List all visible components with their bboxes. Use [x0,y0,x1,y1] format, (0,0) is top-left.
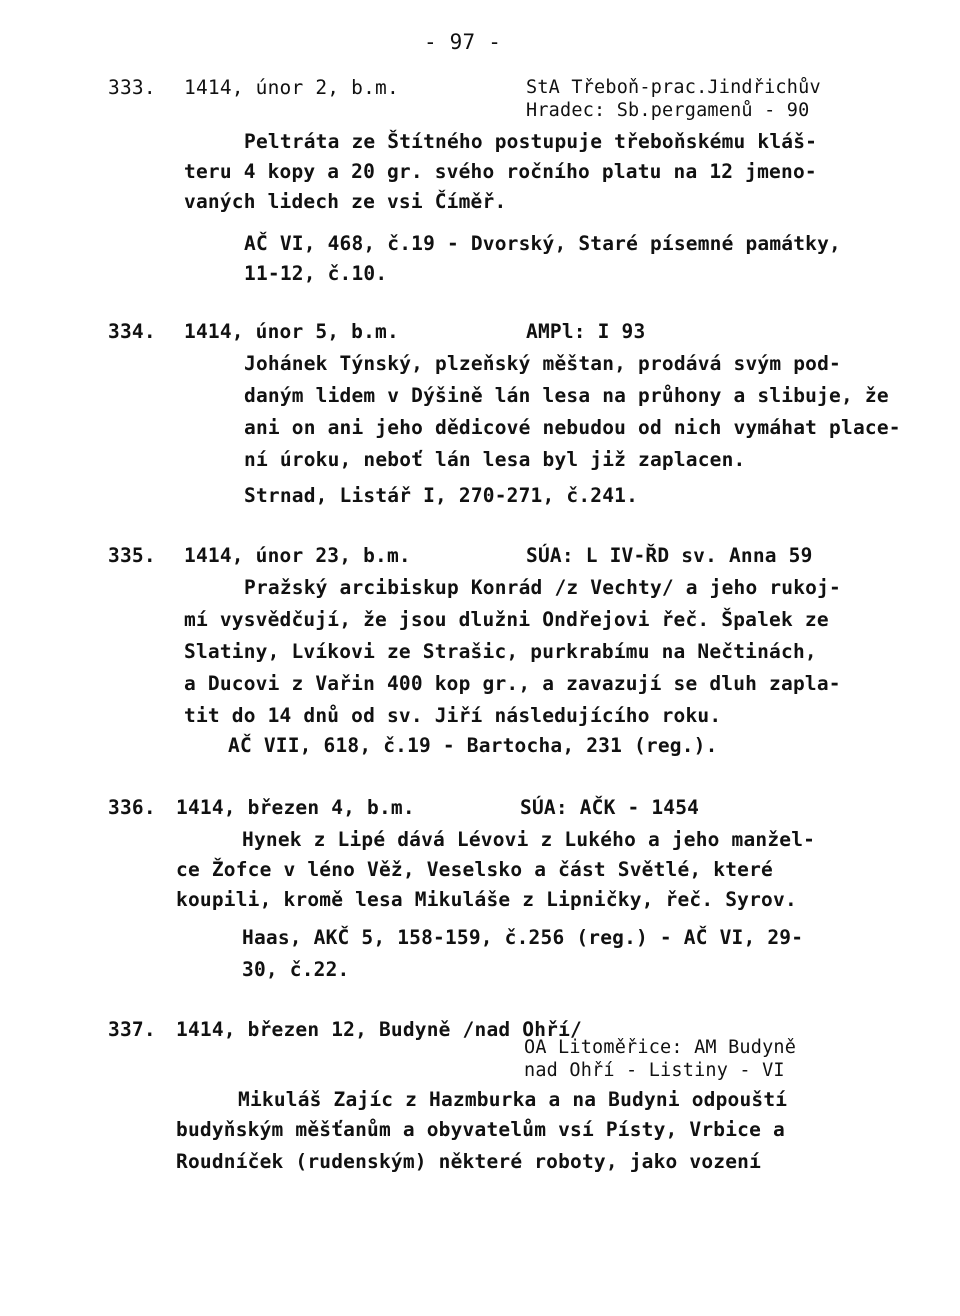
archive-reference: Hradec: Sb.pergamenů - 90 [526,100,810,121]
entry-date: 1414, únor 23, b.m. [184,544,411,567]
archive-reference: SÚA: AČK - 1454 [520,796,700,819]
entry-text-line: Mikuláš Zajíc z Hazmburka a na Budyni odpouští [238,1088,788,1111]
entry-number: 333. [108,76,156,99]
literature-reference: 30, č.22. [242,958,350,981]
entry-text-line: budyňským měšťanům a obyvatelům vsí Písty, Vrbice a [176,1118,785,1141]
entry-text-line: ce Žofce v léno Věž, Veselsko a část Světlé, které [176,858,773,881]
archive-reference: StA Třeboň-prac.Jindřichův [526,77,821,98]
entry-text-line: ní úroku, neboť lán lesa byl již zaplacen. [244,448,746,471]
entry-number: 334. [108,320,156,343]
entry-text-line: vaných lidech ze vsi Číměř. [184,190,507,213]
entry-text-line: tit do 14 dnů od sv. Jiří následujícího roku. [184,704,722,727]
entry-date: 1414, únor 5, b.m. [184,320,399,343]
entry-text-line: mí vysvědčují, že jsou dlužni Ondřejovi řeč. Špalek ze [184,608,829,631]
entry-number: 337. [108,1018,156,1041]
entry-text-line: Roudníček (rudenským) některé roboty, jako vození [176,1150,762,1173]
entry-text-line: teru 4 kopy a 20 gr. svého ročního platu na 12 jmeno- [184,160,817,183]
page-number: - 97 - [424,30,502,54]
entry-text-line: koupili, kromě lesa Mikuláše z Lipničky, řeč. Syrov. [176,888,797,911]
entry-date: 1414, únor 2, b.m. [184,76,399,99]
entry-date: 1414, březen 12, Budyně /nad Ohří/ [176,1018,582,1041]
archive-reference: SÚA: L IV-ŘD sv. Anna 59 [526,544,813,567]
entry-text-line: Johánek Týnský, plzeňský měštan, prodává svým pod- [244,352,841,375]
literature-reference: AČ VI, 468, č.19 - Dvorský, Staré písemné památky, [244,232,841,255]
entry-text-line: daným lidem v Dýšině lán lesa na průhony a slibuje, že [244,384,889,407]
archive-reference: AMPl: I 93 [526,320,646,343]
entry-number: 335. [108,544,156,567]
entry-date: 1414, březen 4, b.m. [176,796,415,819]
entry-text-line: Peltráta ze Štítného postupuje třeboňskému kláš- [244,130,818,153]
literature-reference: 11-12, č.10. [244,262,388,285]
archive-reference: nad Ohří - Listiny - VI [524,1060,785,1081]
entry-text-line: Hynek z Lipé dává Lévovi z Lukého a jeho manžel- [242,828,816,851]
literature-reference: Haas, AKČ 5, 158-159, č.256 (reg.) - AČ VI, 29- [242,926,804,949]
archive-reference: OA Litoměřice: AM Budyně [524,1037,797,1058]
entry-text-line: Slatiny, Lvíkovi ze Strašic, purkrabímu na Nečtinách, [184,640,817,663]
entry-text-line: ani on ani jeho dědicové nebudou od nich vymáhat place- [244,416,901,439]
literature-reference: AČ VII, 618, č.19 - Bartocha, 231 (reg.). [228,734,718,757]
entry-number: 336. [108,796,156,819]
entry-text-line: a Ducovi z Vařin 400 kop gr., a zavazují se dluh zapla- [184,672,841,695]
entry-text-line: Pražský arcibiskup Konrád /z Vechty/ a jeho rukoj- [244,576,841,599]
literature-reference: Strnad, Listář I, 270-271, č.241. [244,484,639,507]
